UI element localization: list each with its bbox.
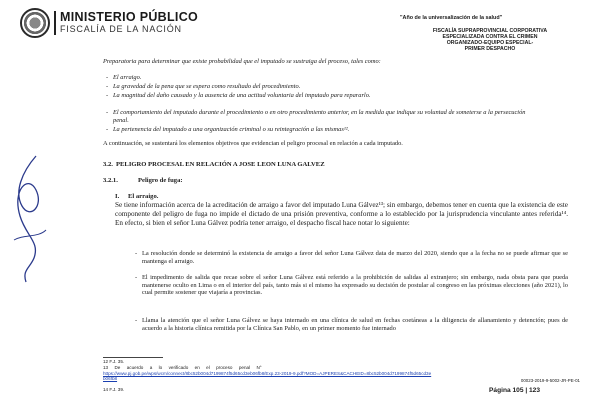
transition-paragraph: A continuación, se sustentará los elementos objetivos que evidencian el peligro procesal en relación a cada imputado. — [103, 140, 403, 147]
section-title: PELIGRO PROCESAL EN RELACIÓN A JOSE LEON LUNA GALVEZ — [116, 161, 325, 168]
item-number: I. — [115, 193, 120, 200]
footnote-13-link[interactable]: https://www.pj.gob.pe/wps/wcm/connect/8bc52b004d7199874f5d65cd3eb06fb8/Exp.23-2019-9.pdf?MOD=AJPERES&CACHEID=8bc52b004d7199874f5d65cd3eb06fb8 — [103, 371, 432, 382]
logo-divider — [54, 11, 56, 35]
list-item: - La magnitud del daño causado y la ausencia de una actitud voluntaria del imputado para repararlo. — [106, 92, 371, 99]
list-item-text: El arraigo. — [113, 74, 142, 81]
item-title: El arraigo. — [128, 193, 159, 200]
footnote-divider — [103, 357, 163, 358]
org-subtitle: FISCALÍA DE LA NACIÓN — [60, 24, 182, 34]
year-motto: "Año de la universalización de la salud" — [400, 15, 503, 21]
arraigo-paragraph: Se tiene información acerca de la acreditación de arraigo a favor del imputado Luna Gálvez¹³; sin embargo, debemos tener en cuenta que la existencia de este componente del peligro de fuga no impide el dictado de una prisión preventiva, conforme a lo establecido por la jurisprudencia vinculante antes referida¹⁴. En efecto, si bien el señor Luna Gálvez podría tener arraigo, el despacho fiscal hace notar lo siguiente: — [115, 201, 568, 227]
list-item-text: El impedimento de salida que recae sobre el señor Luna Gálvez está referido a la prohibición de salidas al extranjero; sin embargo, nada obsta para que pueda mantenerse oculto en Lima o en el interior del país, tanto más si el mismo ha expresado su decisión de postular al congreso en las próximas elecciones (año 2021), lo cual permite sostener que viajaría a provincias. — [142, 274, 568, 297]
list-item: - El arraigo. — [106, 74, 142, 81]
list-item-text: La resolución donde se determinó la existencia de arraigo a favor del señor Luna Gálvez data de marzo del 2020, siendo que a la fecha no se puede afirmar que se mantenga el arraigo. — [142, 250, 568, 265]
list-item-text: La gravedad de la pena que se espera como resultado del procedimiento. — [113, 83, 301, 90]
seal-icon — [20, 8, 50, 38]
list-item: - El comportamiento del imputado durante el procedimiento o en otro procedimiento anterior, en la medida que indique su voluntad de someterse a la persecución penal. — [106, 109, 526, 124]
office-line: ORGANIZADO-EQUIPO ESPECIAL- — [446, 40, 534, 46]
office-line: ESPECIALIZADA CONTRA EL CRIMEN — [442, 34, 538, 40]
list-item-text: El comportamiento del imputado durante el procedimiento o en otro procedimiento anterior, en la medida que indique su voluntad de someterse a la persecución penal. — [113, 109, 526, 124]
list-item-text: Llama la atención que el señor Luna Gálvez se haya internado en una clínica de salud en fechas coetáneas a la diligencia de allanamiento y detención; pues de acuerdo a la historia clínica remitida por la Clínica San Pablo, en un primer momento fue internado — [142, 317, 568, 332]
list-item: - El impedimento de salida que recae sobre el señor Luna Gálvez está referido a la prohibición de salidas al extranjero; sin embargo, nada obsta para que pueda mantenerse oculto en Lima o en el interior del país, tanto más si el mismo ha expresado su decisión de postular al congreso en las próximas elecciones (año 2021), lo cual permite sostener que viajaría a provincias. — [135, 274, 568, 297]
intro-paragraph: Preparatoria para determinar que existe probabilidad que el imputado se sustraiga del proceso, tales como: — [103, 58, 381, 65]
list-item-text: La pertenencia del imputado a una organización criminal o su reintegración a las mismas¹². — [113, 126, 350, 133]
file-code: 00023-2019-9-5002-JR-PE-01 — [520, 378, 580, 383]
subsection-title: Peligro de fuga: — [138, 177, 183, 184]
list-item: - Llama la atención que el señor Luna Gálvez se haya internado en una clínica de salud en fechas coetáneas a la diligencia de allanamiento y detención; pues de acuerdo a la historia clínica remitida por la Clínica San Pablo, en un primer momento fue internado — [135, 317, 568, 332]
office-name — [390, 28, 590, 52]
list-item: - La resolución donde se determinó la existencia de arraigo a favor del señor Luna Gálvez data de marzo del 2020, siendo que a la fecha no se puede afirmar que se mantenga el arraigo. — [135, 250, 568, 265]
list-item-text: La magnitud del daño causado y la ausencia de una actitud voluntaria del imputado para repararlo. — [113, 92, 371, 99]
footnote-13: 13 De acuerdo a lo verificado en el proceso penal N° — [103, 365, 262, 370]
footnote-12: 12 F.J. 35. — [103, 359, 125, 364]
org-name: MINISTERIO PÚBLICO — [60, 10, 199, 24]
page-number: Página 105 | 123 — [489, 387, 540, 394]
signature-mark — [0, 150, 60, 290]
list-item: - La gravedad de la pena que se espera como resultado del procedimiento. — [106, 83, 301, 90]
subsection-number: 3.2.1. — [103, 177, 118, 184]
office-line: PRIMER DESPACHO — [464, 46, 516, 52]
list-item: - La pertenencia del imputado a una organización criminal o su reintegración a las mismas¹². — [106, 126, 350, 133]
section-number: 3.2. — [103, 161, 113, 168]
office-line: FISCALÍA SUPRAPROVINCIAL CORPORATIVA — [432, 28, 548, 34]
footnote-14: 14 F.J. 39. — [103, 387, 125, 392]
